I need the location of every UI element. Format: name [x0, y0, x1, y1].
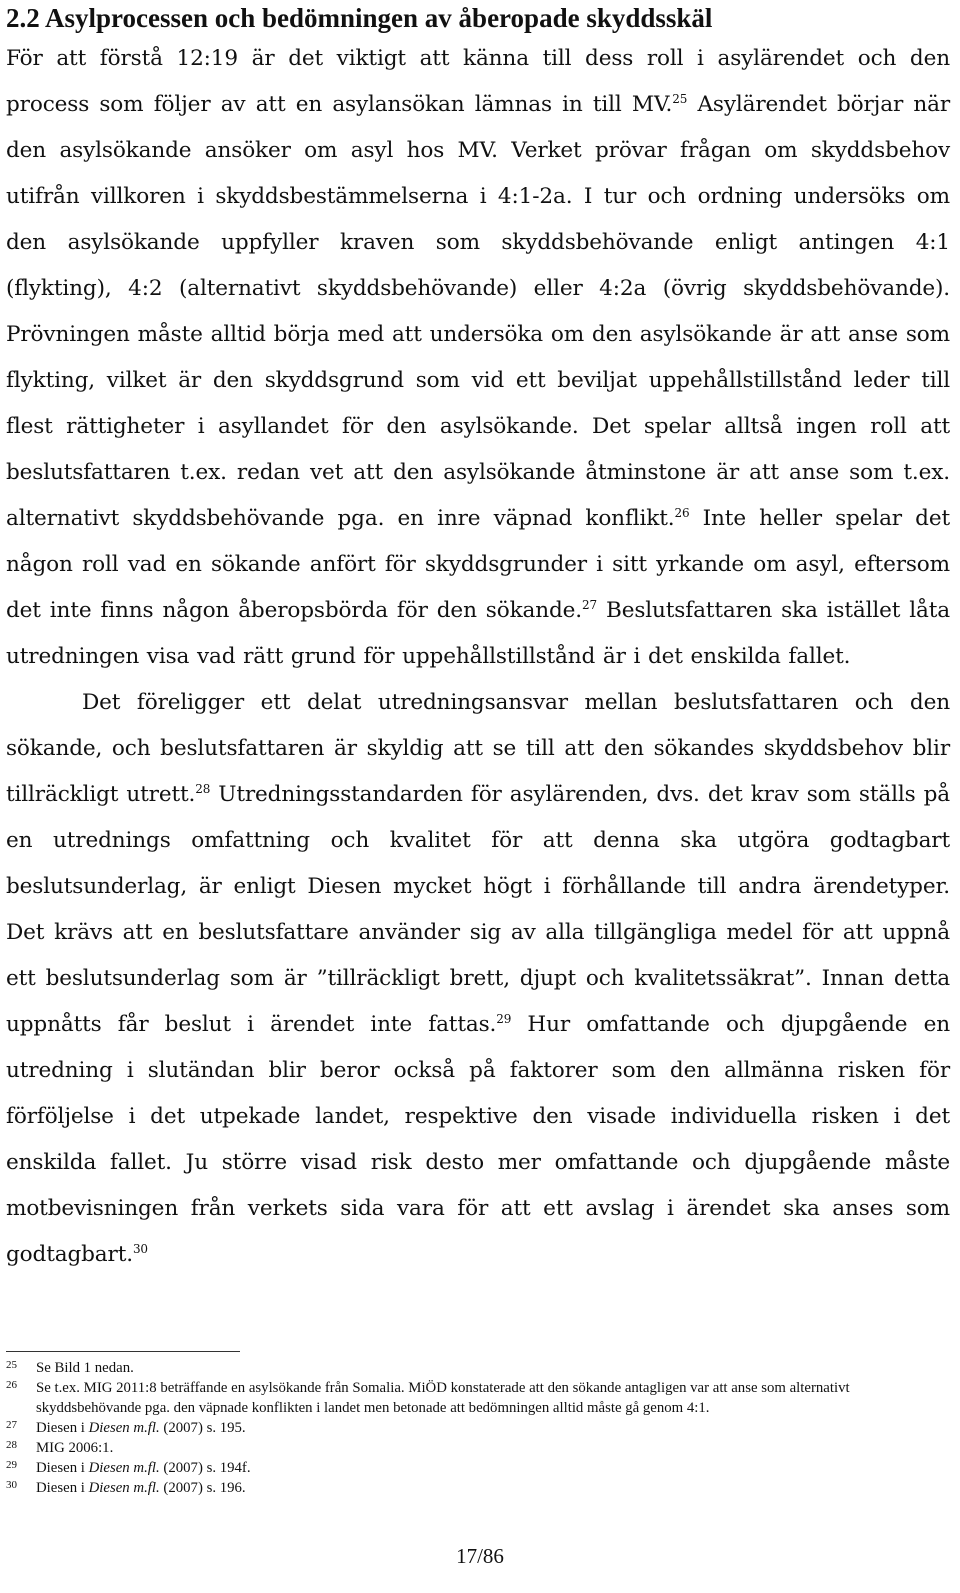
- footnote-text-post: (2007) s. 194f.: [159, 1460, 251, 1476]
- footnote-text-pre: Diesen i: [36, 1460, 89, 1476]
- footnote-text-pre: Diesen i: [36, 1420, 89, 1436]
- footnote-number: 27: [6, 1419, 17, 1431]
- footnote-text: [36, 1478, 950, 1498]
- footnote-text-post: (2007) s. 196.: [159, 1480, 246, 1496]
- footnote-text-italic: Diesen m.fl.: [88, 1420, 160, 1436]
- paragraph-1-part-d: Beslutsfattaren ska istället låta utredningen visa vad rätt grund för uppehållstillstånd är i det enskilda fallet.: [6, 598, 950, 669]
- page-number: 17/86: [456, 1544, 504, 1568]
- paragraph-1-part-c: Inte heller spelar det någon roll vad en sökande anfört för skyddsgrunder i sitt yrkande om asyl, eftersom det inte finns någon åberopsbörda för den sökande.: [6, 506, 950, 623]
- paragraph-1-part-b: Asylärendet börjar när den asylsökande ansöker om asyl hos MV. Verket prövar frågan om skyddsbehov utifrån villkoren i skyddsbestämmelserna i 4:1-2a. I tur och ordning undersöks om den asylsökande uppfyller kraven som skyddsbehövande enligt antingen 4:1 (flykting), 4:2 (alternativt skyddsbehövande) eller 4:2a (övrig skyddsbehövande). Prövningen måste alltid börja med att undersöka om den asylsökande är att anse som flykting, vilket är den skyddsgrund som vid ett beviljat uppehållstillstånd leder till flest rättigheter i asyllandet för den asylsökande. Det spelar alltså ingen roll att beslutsfattaren t.ex. redan vet att den asylsökande åtminstone är att anse som t.ex. alternativt skyddsbehövande pga. en inre väpnad konflikt.: [6, 92, 950, 531]
- footnote-text: Se t.ex. MIG 2011:8 beträffande en asylsökande från Somalia. MiÖD konstaterade att den sökande antagligen var att anse som alternativt skyddsbehövande pga. den väpnade konflikten i landet men betonade att bedömningen alltid måste gå genom 4:1.: [36, 1380, 850, 1416]
- body-text: [6, 36, 950, 1278]
- section-heading: 2.2 Asylprocessen och bedömningen av åberopade skyddsskäl: [6, 3, 713, 33]
- footnote-30: [6, 1478, 950, 1498]
- footnote-text-post: (2007) s. 195.: [159, 1420, 246, 1436]
- footnote-29: [6, 1458, 950, 1478]
- paragraph-2-part-a: Det föreligger ett delat utredningsansvar mellan beslutsfattaren och den sökande, och beslutsfattaren är skyldig att se till att den sökandes skyddsbehov blir tillräckligt utrett.: [6, 690, 950, 807]
- footnote-divider: [6, 1351, 240, 1352]
- footnote-text: Se Bild 1 nedan.: [36, 1360, 134, 1376]
- footnote-text-pre: Diesen i: [36, 1480, 89, 1496]
- footnote-28: [6, 1438, 950, 1458]
- footnote-text: MIG 2006:1.: [36, 1440, 114, 1456]
- footnote-27: [6, 1418, 950, 1438]
- footnote-ref-25[interactable]: 25: [672, 91, 688, 106]
- footnote-text-italic: Diesen m.fl.: [88, 1460, 160, 1476]
- footnotes: [6, 1351, 950, 1498]
- footnote-ref-26[interactable]: 26: [674, 505, 690, 520]
- footnote-number: 26: [6, 1379, 17, 1391]
- paragraph-2: [6, 680, 950, 1278]
- footnote-text: [36, 1418, 950, 1438]
- footnote-ref-30[interactable]: 30: [132, 1241, 148, 1256]
- footnote-text: [36, 1458, 950, 1478]
- footnote-ref-28[interactable]: 28: [195, 781, 211, 796]
- footnote-number: 29: [6, 1459, 17, 1471]
- footnote-number: 25: [6, 1359, 17, 1371]
- footnote-26: [6, 1378, 950, 1418]
- footnote-ref-29[interactable]: 29: [496, 1011, 512, 1026]
- footnote-ref-27[interactable]: 27: [582, 597, 597, 612]
- paragraph-1-part-a: För att förstå 12:19 är det viktigt att känna till dess roll i asylärendet och den process som följer av att en asylansökan lämnas in till MV.: [6, 46, 950, 117]
- footnote-number: 30: [6, 1479, 17, 1491]
- document-page: [6, 0, 950, 1278]
- footnote-text-italic: Diesen m.fl.: [88, 1480, 160, 1496]
- paragraph-2-part-b: Utredningsstandarden för asylärenden, dvs. det krav som ställs på en utrednings omfattning och kvalitet för att denna ska utgöra godtagbart beslutsunderlag, är enligt Diesen mycket högt i förhållande till andra ärendetyper. Det krävs att en beslutsfattare använder sig av alla tillgängliga medel för att uppnå ett beslutsunderlag som är ”tillräckligt brett, djupt och kvalitetssäkrat”. Innan detta uppnåtts får beslut i ärendet inte fattas.: [6, 782, 950, 1037]
- paragraph-2-part-c: Hur omfattande och djupgående en utredning i slutändan blir beror också på faktorer som den allmänna risken för förföljelse i det utpekade landet, respektive den visade individuella risken i det enskilda fallet. Ju större visad risk desto mer omfattande och djupgående måste motbevisningen från verkets sida vara för att ett avslag i ärendet ska anses som godtagbart.: [6, 1012, 951, 1267]
- footnote-number: 28: [6, 1439, 17, 1451]
- paragraph-1: [6, 36, 950, 680]
- footnote-25: [6, 1358, 950, 1378]
